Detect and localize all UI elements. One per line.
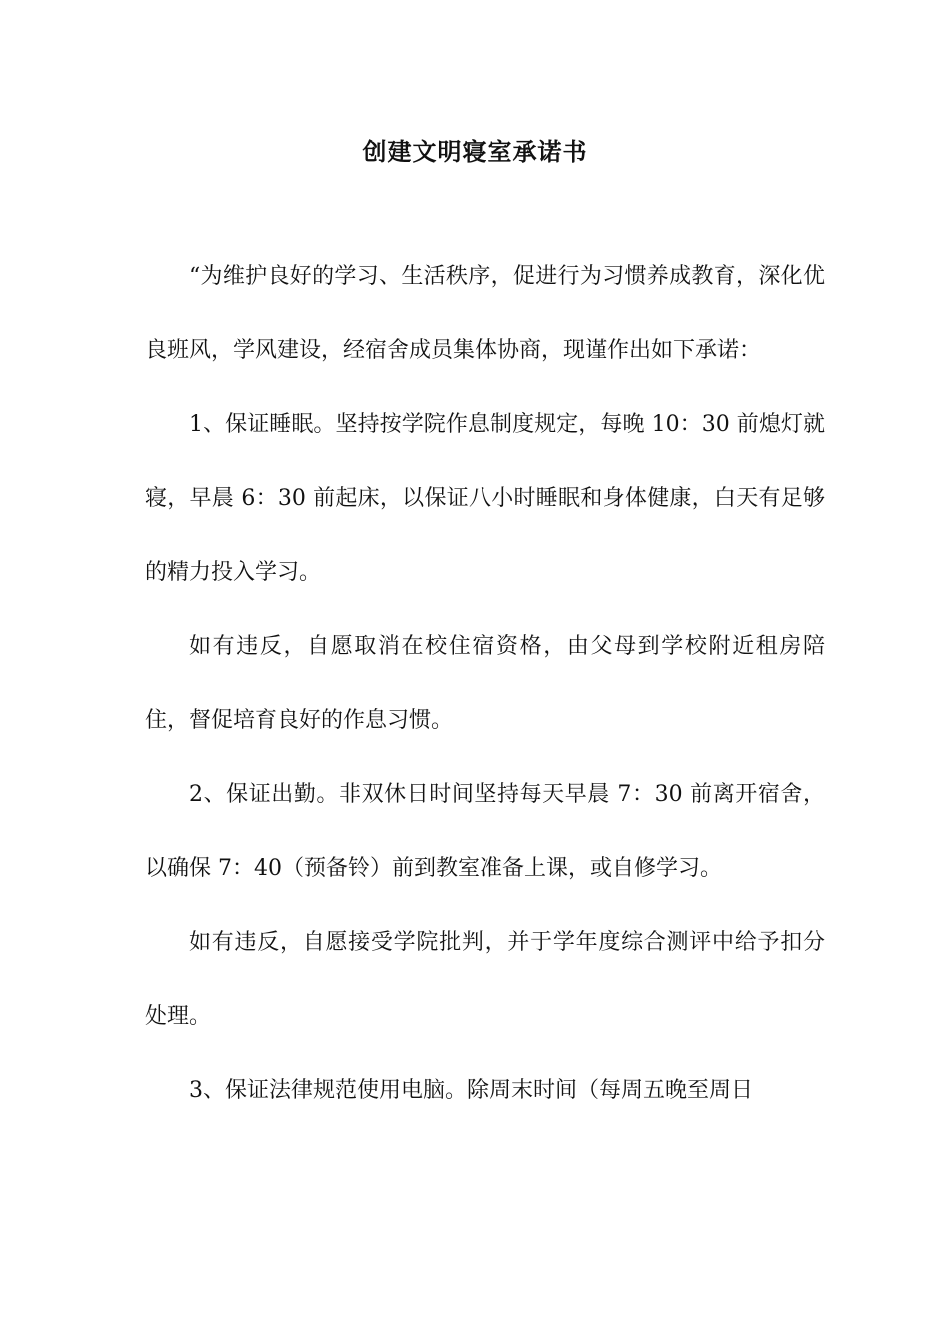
paragraph-attendance-penalty: 如有违反，自愿接受学院批判，并于学年度综合测评中给予扣分处理。 [145,930,825,1029]
paragraph-sleep-penalty: 如有违反，自愿取消在校住宿资格，由父母到学校附近租房陪住，督促培育良好的作息习惯。 [145,634,825,733]
paragraph-intro: “为维护良好的学习、生活秩序，促进行为习惯养成教育，深化优良班风，学风建设，经宿舍成员集体协商，现谨作出如下承诺： [145,264,825,363]
paragraph-computer-use: 3、保证法律规范使用电脑。除周末时间（每周五晚至周日 [189,1078,753,1103]
paragraph-attendance: 2、保证出勤。非双休日时间坚持每天早晨 7：30 前离开宿舍，以确保 7：40（预备铃）前到教室准备上课，或自修学习。 [145,782,825,881]
paragraph-sleep: 1、保证睡眠。坚持按学院作息制度规定，每晚 10：30 前熄灯就寝，早晨 6：30 前起床，以保证八小时睡眠和身体健康，白天有足够的精力投入学习。 [145,412,825,585]
document-title: 创建文明寝室承诺书 [362,137,588,166]
document-body [145,240,825,1128]
